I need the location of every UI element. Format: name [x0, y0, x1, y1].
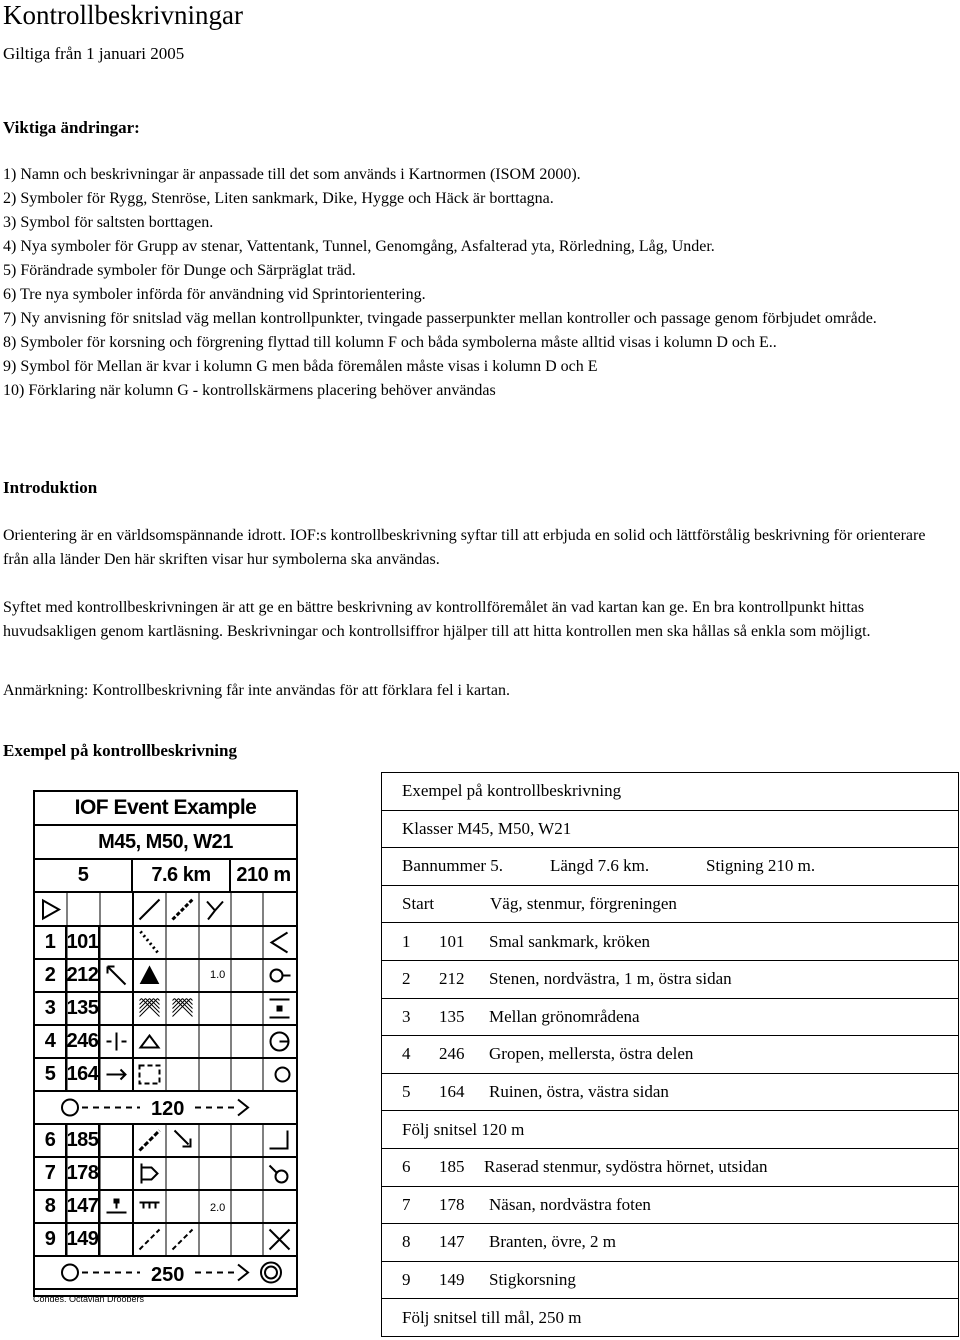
credit-text: Condes. Octavian Droobers — [33, 1294, 145, 1304]
control-number: 4 — [35, 1026, 67, 1059]
table-row — [382, 773, 959, 811]
control-code: 164 — [67, 1059, 100, 1092]
table-row — [382, 998, 959, 1036]
course-number-text: Bannummer 5. — [402, 856, 504, 876]
control-number: 5 — [35, 1059, 67, 1092]
foot-icon — [276, 1171, 288, 1183]
junction-icon — [207, 902, 223, 920]
course-length: 7.6 km — [133, 860, 231, 893]
control-text: Ruinen, östra, västra sidan — [489, 1082, 669, 1102]
table-cell — [382, 885, 959, 923]
control-text: Branten, övre, 2 m — [489, 1232, 616, 1252]
control-code: 185 — [67, 1125, 100, 1158]
pit-icon — [141, 1036, 159, 1048]
finish-row: Följ snitsel till mål, 250 m — [382, 1299, 959, 1337]
change-item: 4) Nya symboler för Grupp av stenar, Vattentank, Tunnel, Genomgång, Asfalterad yta, Rörledning, Låg, Under. — [3, 238, 715, 255]
table-row — [382, 1299, 959, 1337]
control-code: 246 — [67, 1026, 100, 1059]
thicket-icon — [179, 999, 193, 1013]
thicket-icon — [191, 999, 193, 1001]
control-number: 1 — [35, 927, 67, 960]
boulder-icon — [141, 967, 159, 984]
control-text: Gropen, mellersta, östra delen — [489, 1044, 694, 1064]
control-circle-icon — [62, 1100, 78, 1116]
control-text: Raserad stenmur, sydöstra hörnet, utsidan — [484, 1157, 768, 1177]
control-text: Mellan grönområdena — [489, 1006, 640, 1026]
west-side-icon — [276, 1068, 290, 1082]
northwest-icon — [108, 967, 126, 985]
control-code: 147 — [439, 1232, 465, 1252]
table-row — [382, 1224, 959, 1262]
intro-paragraph: Orientering är en världsomspännande idrott. IOF:s kontrollbeskrivning syftar till att erbjuda en solid och lättförstålig beskrivning för orienterare från alla länder Den här skriften visar hur symbolerna ska användas. — [3, 527, 926, 568]
course-number: 5 — [35, 860, 133, 893]
table-row — [382, 1186, 959, 1224]
control-code: 185 — [439, 1157, 465, 1177]
table-row — [382, 1111, 959, 1149]
change-item: 10) Förklaring när kolumn G - kontrollskärmens placering behöver användas — [3, 382, 496, 399]
path-icon — [173, 1230, 193, 1250]
change-item: 3) Symbol för saltsten borttagen. — [3, 214, 214, 231]
outside-icon — [270, 1131, 288, 1149]
table-row — [382, 960, 959, 998]
change-item: 5) Förändrade symboler för Dunge och Särpräglat träd. — [3, 262, 356, 279]
bend-icon — [272, 933, 288, 953]
course-climb: 210 m — [231, 860, 296, 893]
table-row — [382, 1036, 959, 1074]
tape-distance: 120 — [151, 1098, 185, 1120]
control-text: Näsan, nordvästra foten — [489, 1194, 651, 1214]
start-triangle-icon — [43, 901, 59, 919]
control-number: 6 — [402, 1157, 411, 1177]
control-number: 6 — [35, 1125, 67, 1158]
intro-paragraph: Syftet med kontrollbeskrivningen är att ge en bättre beskrivning av kontrollföremålet än vad kartan kan ge. En bra kontrollpunkt hittas huvudsakligen genom kartläsning. Beskrivningar och kontrollsiffror hjälper till att hitta kontrollen men ska hållas så enkla som möjligt. — [3, 599, 871, 640]
thicket-icon — [173, 999, 175, 1001]
table-row — [382, 923, 959, 961]
control-text: Stenen, nordvästra, 1 m, östra sidan — [489, 969, 732, 989]
change-item: 8) Symboler för korsning och förgrening flyttad till kolumn F och båda symbolerna måste alltid visas i kolumn D och E.. — [3, 334, 777, 351]
control-code: 101 — [67, 927, 100, 960]
narrow-marsh-icon — [141, 932, 159, 954]
intro-heading: Introduktion — [3, 478, 98, 497]
control-number: 9 — [35, 1224, 67, 1257]
control-number: 3 — [402, 1006, 411, 1026]
event-name: IOF Event Example — [35, 792, 296, 826]
example-heading: Exempel på kontrollbeskrivning — [3, 741, 237, 760]
class-list: M45, M50, W21 — [35, 826, 296, 860]
change-item: 6) Tre nya symboler införda för användning vid Sprintorientering. — [3, 286, 426, 303]
text-description-table — [381, 772, 959, 1337]
control-number: 1 — [402, 931, 411, 951]
control-code: 135 — [67, 993, 100, 1026]
finish-icon — [265, 1267, 277, 1279]
size-dimension: 1.0 — [210, 969, 226, 981]
table-row — [382, 848, 959, 886]
control-number: 8 — [402, 1232, 411, 1252]
foot-icon — [270, 1166, 277, 1173]
control-code: 178 — [439, 1194, 465, 1214]
arrow-icon — [238, 1265, 248, 1281]
control-text: Smal sankmark, kröken — [489, 931, 650, 951]
control-number: 7 — [402, 1194, 411, 1214]
table-row — [382, 885, 959, 923]
control-code: 246 — [439, 1044, 465, 1064]
changes-heading: Viktiga ändringar: — [3, 118, 140, 137]
intro-note: Anmärkning: Kontrollbeskrivning får inte användas för att förklara fel i kartan. — [3, 682, 510, 699]
thicket-icon — [140, 999, 142, 1001]
control-code: 147 — [67, 1191, 100, 1224]
page-title: Kontrollbeskrivningar — [3, 0, 243, 30]
thicket-icon — [140, 999, 154, 1013]
table-row — [382, 810, 959, 848]
stone-wall-icon — [173, 900, 193, 920]
control-code: 101 — [439, 931, 465, 951]
table-cell: Exempel på kontrollbeskrivning — [382, 773, 959, 811]
control-number: 2 — [35, 960, 67, 993]
ruined-wall-icon — [140, 1131, 160, 1151]
table-row — [382, 1148, 959, 1186]
middle-icon — [107, 1033, 127, 1051]
control-number: 3 — [35, 993, 67, 1026]
arrow-icon — [238, 1100, 248, 1116]
change-item: 9) Symbol för Mellan är kvar i kolumn G men båda föremålen måste visas i kolumn D och E — [3, 358, 598, 375]
thicket-icon — [173, 999, 187, 1013]
cliff-icon — [140, 1203, 160, 1209]
crossing-icon — [270, 1230, 290, 1250]
changes-list — [3, 163, 948, 403]
thicket-icon — [146, 999, 160, 1013]
road-icon — [140, 900, 160, 920]
control-code: 149 — [439, 1270, 465, 1290]
between-icon — [277, 1006, 283, 1012]
control-code: 164 — [439, 1082, 465, 1102]
control-circle-icon — [62, 1265, 78, 1281]
path-icon — [140, 1230, 160, 1250]
change-item: 7) Ny anvisning för snitslad väg mellan kontrollpunkter, tvingade passerpunkter mellan kontroller och passage genom förbjudet område. — [3, 310, 877, 327]
thicket-icon — [158, 999, 160, 1001]
control-text: Stigkorsning — [489, 1270, 576, 1290]
control-code: 212 — [67, 960, 100, 993]
start-label: Start — [402, 894, 435, 914]
east-icon — [107, 1070, 126, 1080]
table-cell: Klasser M45, M50, W21 — [382, 810, 959, 848]
course-climb-text: Stigning 210 m. — [706, 856, 816, 876]
table-row — [382, 1261, 959, 1299]
control-number: 4 — [402, 1044, 411, 1064]
course-length-text: Längd 7.6 km. — [550, 856, 650, 876]
control-number: 9 — [402, 1270, 411, 1290]
control-number: 5 — [402, 1082, 411, 1102]
change-item: 1) Namn och beskrivningar är anpassade till det som används i Kartnormen (ISOM 2000). — [3, 166, 581, 183]
page-subtitle: Giltiga från 1 januari 2005 — [3, 44, 185, 63]
finish-distance: 250 — [151, 1264, 185, 1286]
control-number: 2 — [402, 969, 411, 989]
size-dimension: 2.0 — [210, 1202, 226, 1214]
control-code: 212 — [439, 969, 465, 989]
southeast-corner-icon — [175, 1131, 191, 1147]
control-code: 135 — [439, 1006, 465, 1026]
table-cell — [382, 848, 959, 886]
ruin-icon — [140, 1066, 160, 1084]
east-side-icon — [271, 970, 283, 982]
upper-icon — [114, 1199, 120, 1204]
tape-row: Följ snitsel 120 m — [382, 1111, 959, 1149]
spur-icon — [142, 1164, 158, 1184]
control-code: 149 — [67, 1224, 100, 1257]
control-number: 8 — [35, 1191, 67, 1224]
control-code: 178 — [67, 1158, 100, 1191]
control-number: 7 — [35, 1158, 67, 1191]
start-description: Väg, stenmur, förgreningen — [490, 894, 677, 914]
table-row — [382, 1073, 959, 1111]
change-item: 2) Symboler för Rygg, Stenröse, Liten sankmark, Dike, Hygge och Häck är borttagna. — [3, 190, 554, 207]
control-description-sheet — [33, 790, 298, 1297]
